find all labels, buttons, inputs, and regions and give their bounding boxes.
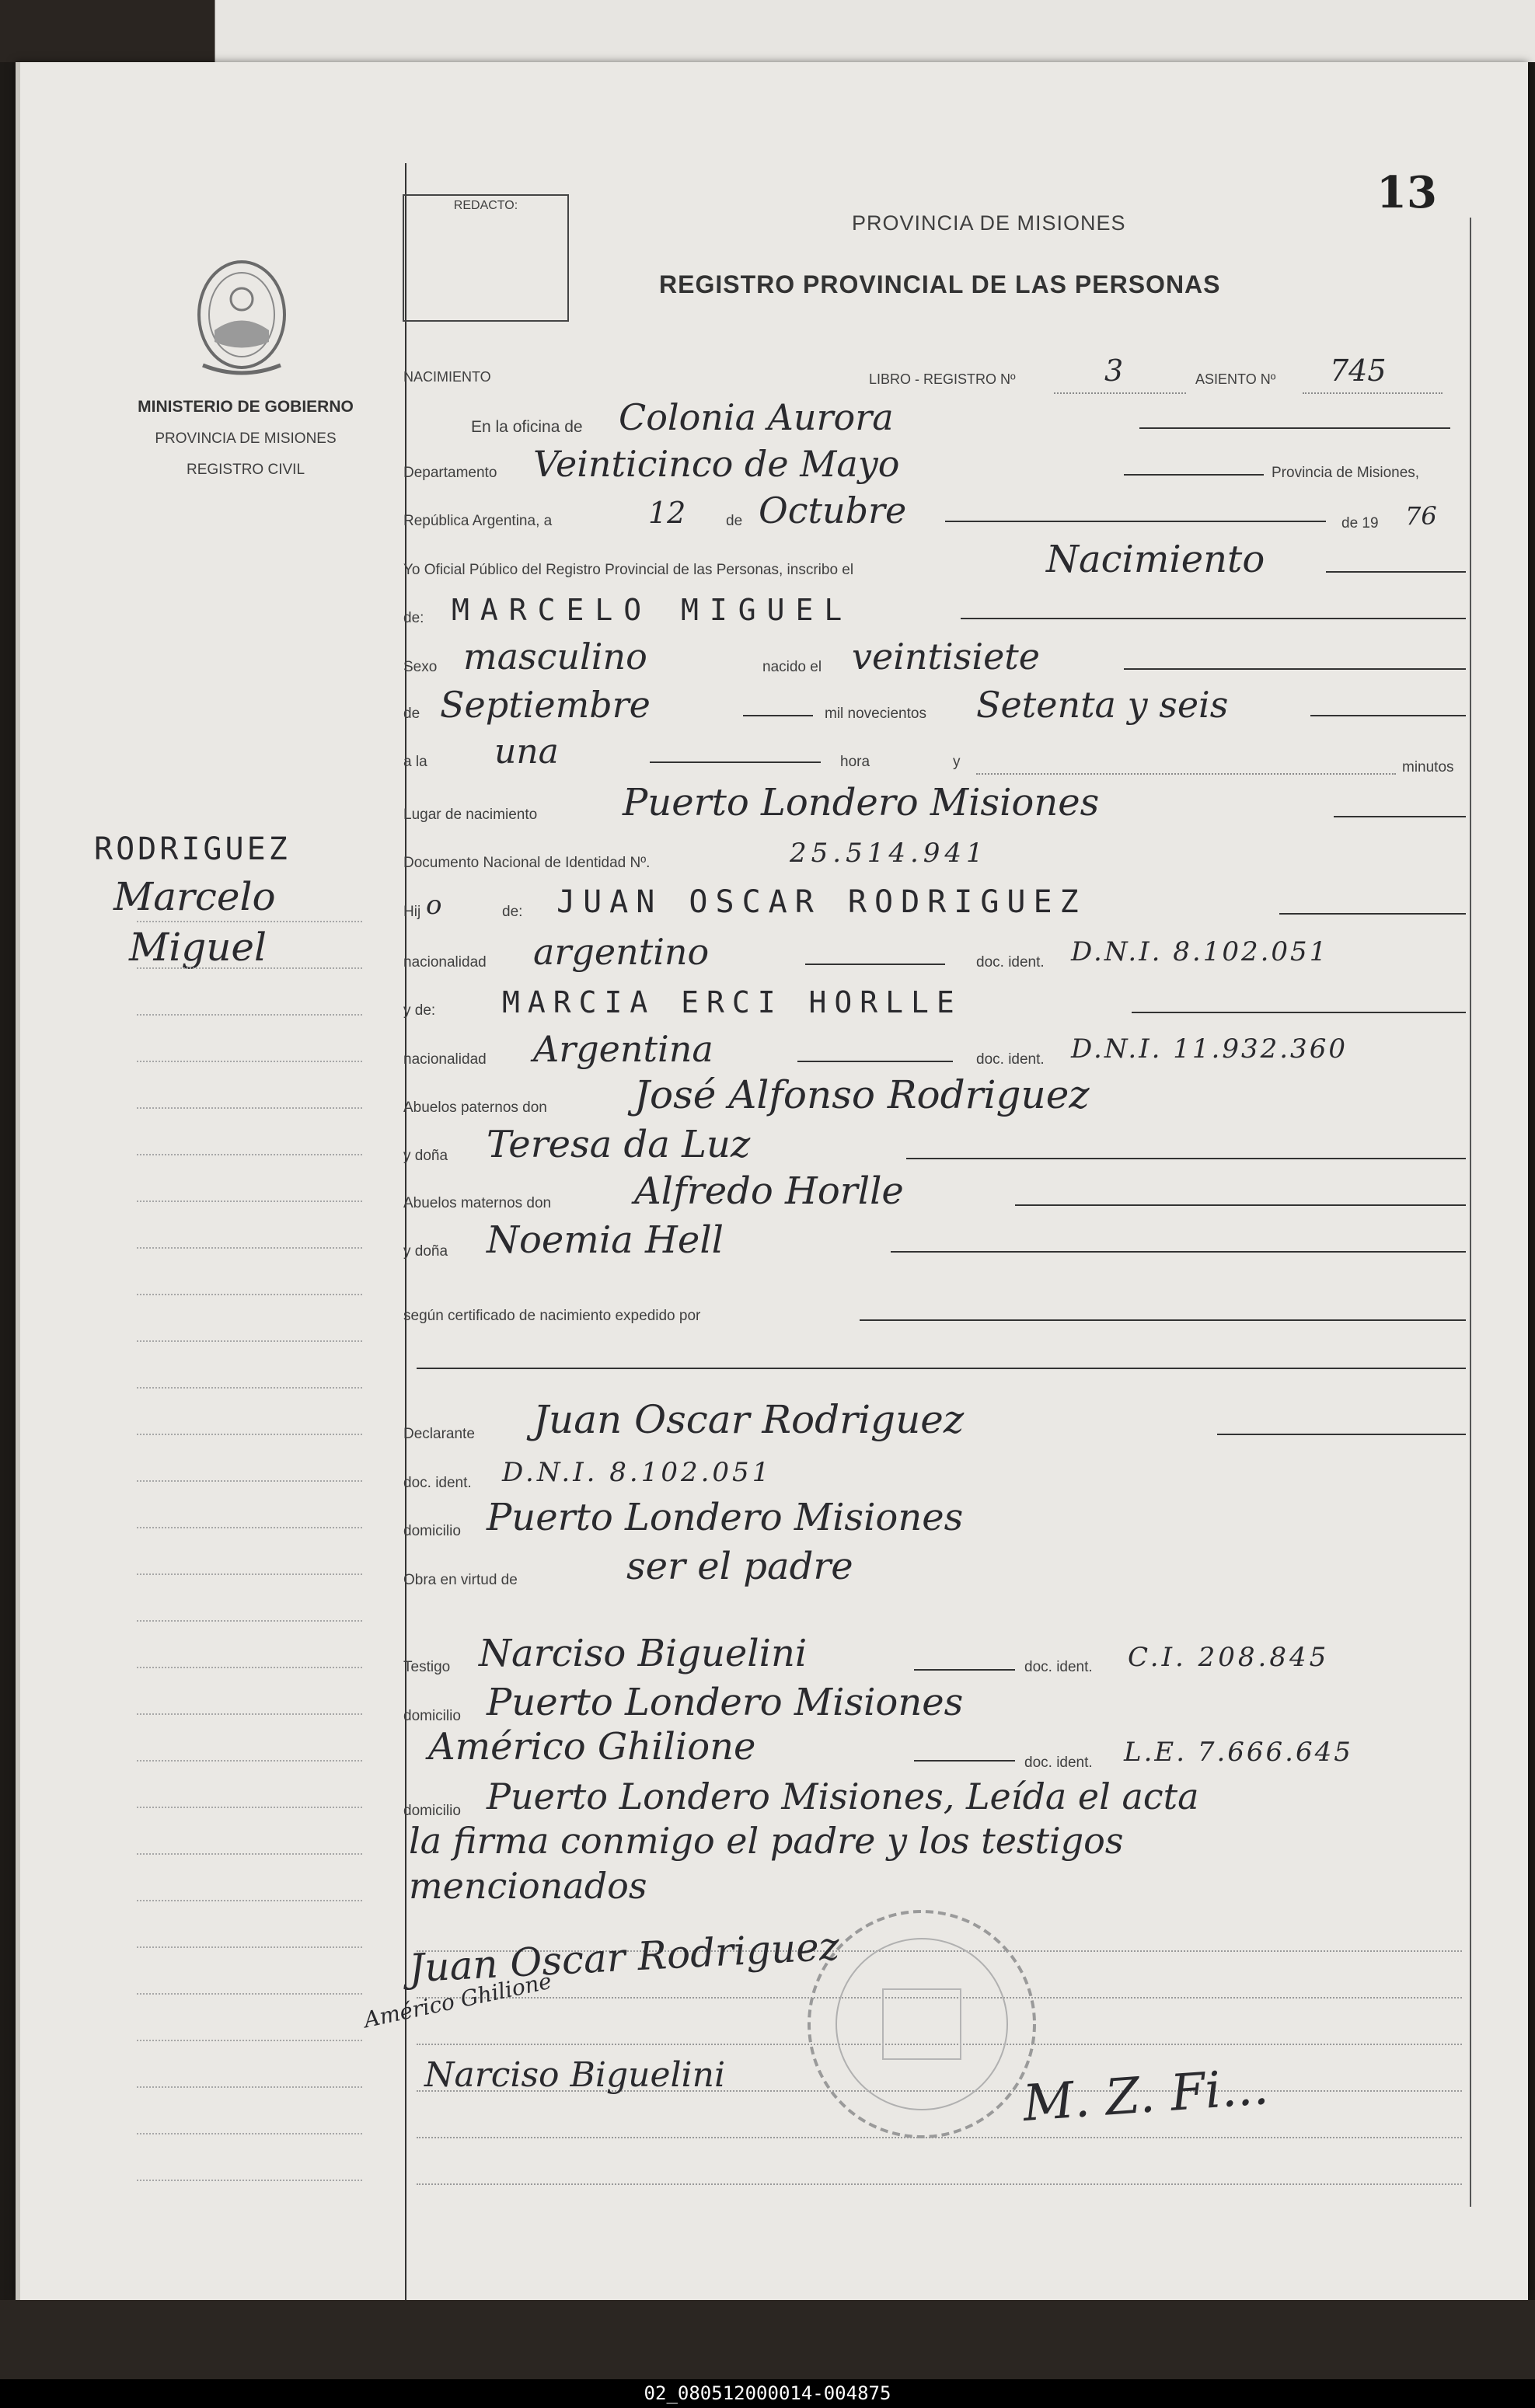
- paternal-grandmother-value: Teresa da Luz: [487, 1123, 751, 1166]
- hora-line: [650, 761, 821, 763]
- closing-line-2: mencionados: [409, 1865, 647, 1907]
- witness2-line: [914, 1760, 1015, 1762]
- ministry-label: MINISTERIO DE GOBIERNO: [138, 398, 354, 416]
- hijo-de-label: de:: [502, 904, 523, 920]
- witness2-name: Américo Ghilione: [428, 1725, 756, 1769]
- libro-label: LIBRO - REGISTRO Nº: [869, 371, 1016, 387]
- certificate-line: [860, 1319, 1466, 1321]
- declarante-line: [1217, 1434, 1466, 1435]
- nationality-mother-value: Argentina: [533, 1028, 713, 1070]
- departamento-value: Veinticinco de Mayo: [533, 443, 900, 485]
- witness1-signature: Narciso Biguelini: [424, 2055, 726, 2095]
- hijo-suffix: o: [426, 890, 442, 921]
- asiento-label: ASIENTO Nº: [1195, 371, 1276, 387]
- mother-label: y de:: [403, 1002, 436, 1019]
- witness1-name: Narciso Biguelini: [479, 1632, 808, 1675]
- register-page: [16, 62, 1528, 2300]
- lugar-value: Puerto Londero Misiones: [623, 781, 1100, 824]
- y-label: y: [953, 754, 961, 770]
- provincia-suffix: Provincia de Misiones,: [1272, 465, 1420, 481]
- certificate-label: según certificado de nacimiento expedido por: [403, 1308, 701, 1324]
- departamento-line: [1124, 474, 1264, 476]
- maternal-grandmother-value: Noemia Hell: [487, 1218, 724, 1262]
- name-line: [961, 618, 1466, 619]
- nacido-line: [1124, 668, 1466, 670]
- inscribo-line: [1326, 571, 1466, 573]
- year-value: 76: [1405, 501, 1437, 531]
- paternal-grandmother-label: y doña: [403, 1148, 448, 1164]
- birth-year-line: [1310, 715, 1466, 716]
- oficina-value: Colonia Aurora: [619, 396, 894, 438]
- birth-year: Setenta y seis: [976, 684, 1229, 726]
- maternal-grandfather-value: Alfredo Horlle: [634, 1169, 904, 1213]
- header-province: PROVINCIA DE MISIONES: [852, 211, 1126, 235]
- declarante-doc-label: doc. ident.: [403, 1475, 472, 1491]
- doc-mother-value: D.N.I. 11.932.360: [1071, 1033, 1348, 1065]
- obra-value: ser el padre: [626, 1545, 853, 1588]
- header-registry: REGISTRO PROVINCIAL DE LAS PERSONAS: [659, 270, 1221, 298]
- province-label: PROVINCIA DE MISIONES: [155, 430, 337, 447]
- witness1-domicilio-value: Puerto Londero Misiones: [487, 1681, 964, 1724]
- margin-note-first-name: Marcelo: [113, 874, 276, 919]
- witness-label: Testigo: [403, 1659, 451, 1675]
- sexo-label: Sexo: [403, 659, 438, 675]
- declarante-value: Juan Oscar Rodriguez: [533, 1397, 965, 1442]
- scan-footer-id: 02_080512000014-004875: [0, 2379, 1535, 2408]
- asiento-leader: [1303, 392, 1443, 394]
- libro-value: 3: [1104, 354, 1124, 388]
- dni-value: 25.514.941: [790, 838, 988, 869]
- witness2-domicilio-label: domicilio: [403, 1803, 461, 1819]
- mother-name: MARCIA ERCI HORLLE: [502, 985, 962, 1019]
- scan-bottom-band: [0, 2300, 1535, 2382]
- declarante-domicilio-label: domicilio: [403, 1523, 461, 1539]
- certificate-line-2: [417, 1368, 1466, 1369]
- a-la-label: a la: [403, 754, 427, 770]
- witness2-doc-label: doc. ident.: [1024, 1755, 1093, 1771]
- nationality-mother-label: nacionalidad: [403, 1051, 487, 1068]
- redacto-box: [403, 194, 569, 322]
- month-line: [945, 521, 1326, 522]
- republica-label: República Argentina, a: [403, 513, 553, 529]
- sexo-value: masculino: [463, 636, 647, 678]
- nationality-father-line: [805, 964, 945, 965]
- obra-label: Obra en virtud de: [403, 1572, 518, 1588]
- doc-mother-label: doc. ident.: [976, 1051, 1045, 1068]
- oficina-label: En la oficina de: [471, 418, 583, 436]
- inscribo-value: Nacimiento: [1046, 538, 1265, 581]
- witness1-line: [914, 1669, 1015, 1671]
- hora-value: una: [494, 732, 559, 772]
- declarante-signature: Juan Oscar Rodriguez: [407, 1923, 841, 1992]
- redacto-label: REDACTO:: [453, 199, 518, 212]
- lugar-line: [1334, 816, 1466, 817]
- civil-registry-label: REGISTRO CIVIL: [186, 462, 305, 478]
- birth-month-label: de: [403, 706, 420, 722]
- departamento-label: Departamento: [403, 465, 497, 481]
- father-name: JUAN OSCAR RODRIGUEZ: [556, 884, 1087, 920]
- minutos-leader: [976, 773, 1396, 775]
- lugar-label: Lugar de nacimiento: [403, 807, 538, 823]
- nacido-label: nacido el: [762, 659, 822, 675]
- minutos-label: minutos: [1402, 759, 1454, 775]
- hijo-label: Hij: [403, 904, 421, 920]
- name-label: de:: [403, 610, 424, 626]
- witness1-domicilio-label: domicilio: [403, 1708, 461, 1724]
- witness2-domicilio-value: Puerto Londero Misiones, Leída el acta: [487, 1776, 1199, 1817]
- child-name: MARCELO MIGUEL: [452, 593, 853, 627]
- year-label: de 19: [1341, 515, 1379, 531]
- maternal-grandfather-line: [1015, 1204, 1466, 1206]
- libro-leader: [1054, 392, 1186, 394]
- mother-line: [1132, 1012, 1466, 1013]
- asiento-value: 745: [1330, 354, 1387, 388]
- dni-label: Documento Nacional de Identidad Nº.: [403, 855, 651, 871]
- witness2-signature: Américo Ghilione: [361, 1967, 554, 2033]
- nationality-father-value: argentino: [533, 931, 710, 973]
- birth-month-line: [743, 715, 813, 716]
- witness1-doc-label: doc. ident.: [1024, 1659, 1093, 1675]
- maternal-grandfather-label: Abuelos maternos don: [403, 1195, 552, 1211]
- doc-father-label: doc. ident.: [976, 954, 1045, 971]
- page-number: 13: [1376, 167, 1437, 218]
- margin-note-second-name: Miguel: [129, 925, 267, 970]
- official-signature: M. Z. Fi...: [1020, 2058, 1271, 2133]
- birth-month: Septiembre: [440, 684, 651, 726]
- father-line: [1279, 913, 1466, 915]
- maternal-grandmother-line: [891, 1251, 1466, 1253]
- mil-label: mil novecientos: [825, 706, 926, 722]
- ruled-line: [417, 2183, 1462, 2185]
- doc-father-value: D.N.I. 8.102.051: [1071, 936, 1329, 967]
- declarante-doc-value: D.N.I. 8.102.051: [502, 1457, 773, 1488]
- paternal-grandfather-label: Abuelos paternos don: [403, 1099, 547, 1116]
- paternal-grandfather-value: José Alfonso Rodriguez: [634, 1072, 1090, 1117]
- witness1-doc-value: C.I. 208.845: [1128, 1642, 1330, 1673]
- declarante-domicilio-value: Puerto Londero Misiones: [487, 1496, 964, 1539]
- right-margin-line: [1470, 218, 1471, 2207]
- month-value: Octubre: [759, 490, 907, 531]
- day-value: 12: [648, 496, 686, 530]
- declarante-label: Declarante: [403, 1426, 475, 1442]
- oficina-line: [1139, 427, 1450, 429]
- paternal-grandmother-line: [906, 1158, 1466, 1159]
- witness2-doc-value: L.E. 7.666.645: [1124, 1737, 1353, 1768]
- closing-line-1: la firma conmigo el padre y los testigos: [409, 1820, 1124, 1862]
- coat-of-arms-icon: [183, 256, 300, 381]
- nationality-father-label: nacionalidad: [403, 954, 487, 971]
- nationality-mother-line: [797, 1061, 953, 1062]
- nacido-value: veintisiete: [852, 636, 1040, 678]
- de-label: de: [726, 513, 743, 529]
- scan-top-strip: [0, 0, 1535, 62]
- maternal-grandmother-label: y doña: [403, 1243, 448, 1260]
- column-divider: [405, 163, 406, 2308]
- yo-oficial-label: Yo Oficial Público del Registro Provincial de las Personas, inscribo el: [403, 562, 854, 578]
- hora-label: hora: [840, 754, 870, 770]
- nacimiento-label: NACIMIENTO: [403, 369, 491, 385]
- margin-note-surname: RODRIGUEZ: [94, 831, 291, 867]
